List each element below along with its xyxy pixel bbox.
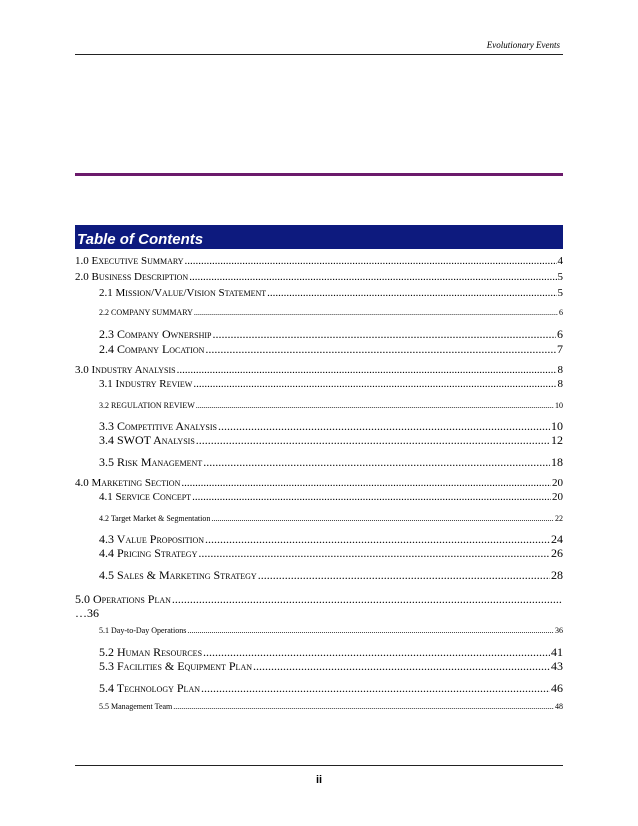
divider-rule <box>75 173 563 176</box>
running-header: Evolutionary Events <box>486 40 560 50</box>
toc-entry[interactable]: 5.4 Technology Plan ..... 46 <box>75 681 563 696</box>
toc-entry[interactable]: 4.5 Sales & Marketing Strategy ..... 28 <box>75 568 563 583</box>
toc-entry[interactable]: 5.3 Facilities & Equipment Plan ..... 43 <box>75 659 563 674</box>
toc-entry[interactable]: 3.2 REGULATION REVIEW ..... 10 <box>75 401 563 410</box>
toc-entry[interactable]: 2.3 Company Ownership ..... 6 <box>75 327 563 342</box>
toc-entry[interactable]: 2.1 Mission/Value/Vision Statement ..... 5 <box>75 287 563 299</box>
toc-entry[interactable]: 3.1 Industry Review ..... 8 <box>75 378 563 390</box>
page-number: ii <box>315 774 323 786</box>
toc-entry[interactable]: 4.3 Value Proposition ..... 24 <box>75 532 563 547</box>
toc-entry[interactable]: 4.1 Service Concept ..... 20 <box>75 491 563 503</box>
toc-entry[interactable]: 5.5 Management Team ..... 48 <box>75 702 563 711</box>
toc-entry[interactable]: 5.1 Day-to-Day Operations ..... 36 <box>75 626 563 635</box>
header-rule <box>75 54 563 55</box>
toc-entry[interactable]: 5.2 Human Resources ..... 41 <box>75 645 563 660</box>
toc-entry[interactable]: 2.2 COMPANY SUMMARY ..... 6 <box>75 308 563 317</box>
toc-entry[interactable]: 3.5 Risk Management ..... 18 <box>75 455 563 470</box>
toc-entry[interactable]: 4.0 Marketing Section ..... 20 <box>75 477 563 489</box>
toc-entry[interactable]: 1.0 Executive Summary ..... 4 <box>75 255 563 267</box>
toc-title: Table of Contents <box>75 225 563 249</box>
toc-entry[interactable]: 4.4 Pricing Strategy ..... 26 <box>75 546 563 561</box>
toc-entry[interactable]: 2.0 Business Description ..... 5 <box>75 271 563 283</box>
toc-entry[interactable]: 3.0 Industry Analysis ..... 8 <box>75 364 563 376</box>
toc-entry-page-continuation: …36 <box>75 606 99 620</box>
toc-entry[interactable]: 3.4 SWOT Analysis ..... 12 <box>75 433 563 448</box>
toc-entry[interactable]: 4.2 Target Market & Segmentation ..... 22 <box>75 514 563 523</box>
footer-rule <box>75 765 563 766</box>
toc-entry[interactable]: 5.0 Operations Plan ..... <box>75 592 563 607</box>
toc-entry[interactable]: 2.4 Company Location ..... 7 <box>75 342 563 357</box>
toc-entry[interactable]: 3.3 Competitive Analysis ..... 10 <box>75 419 563 434</box>
